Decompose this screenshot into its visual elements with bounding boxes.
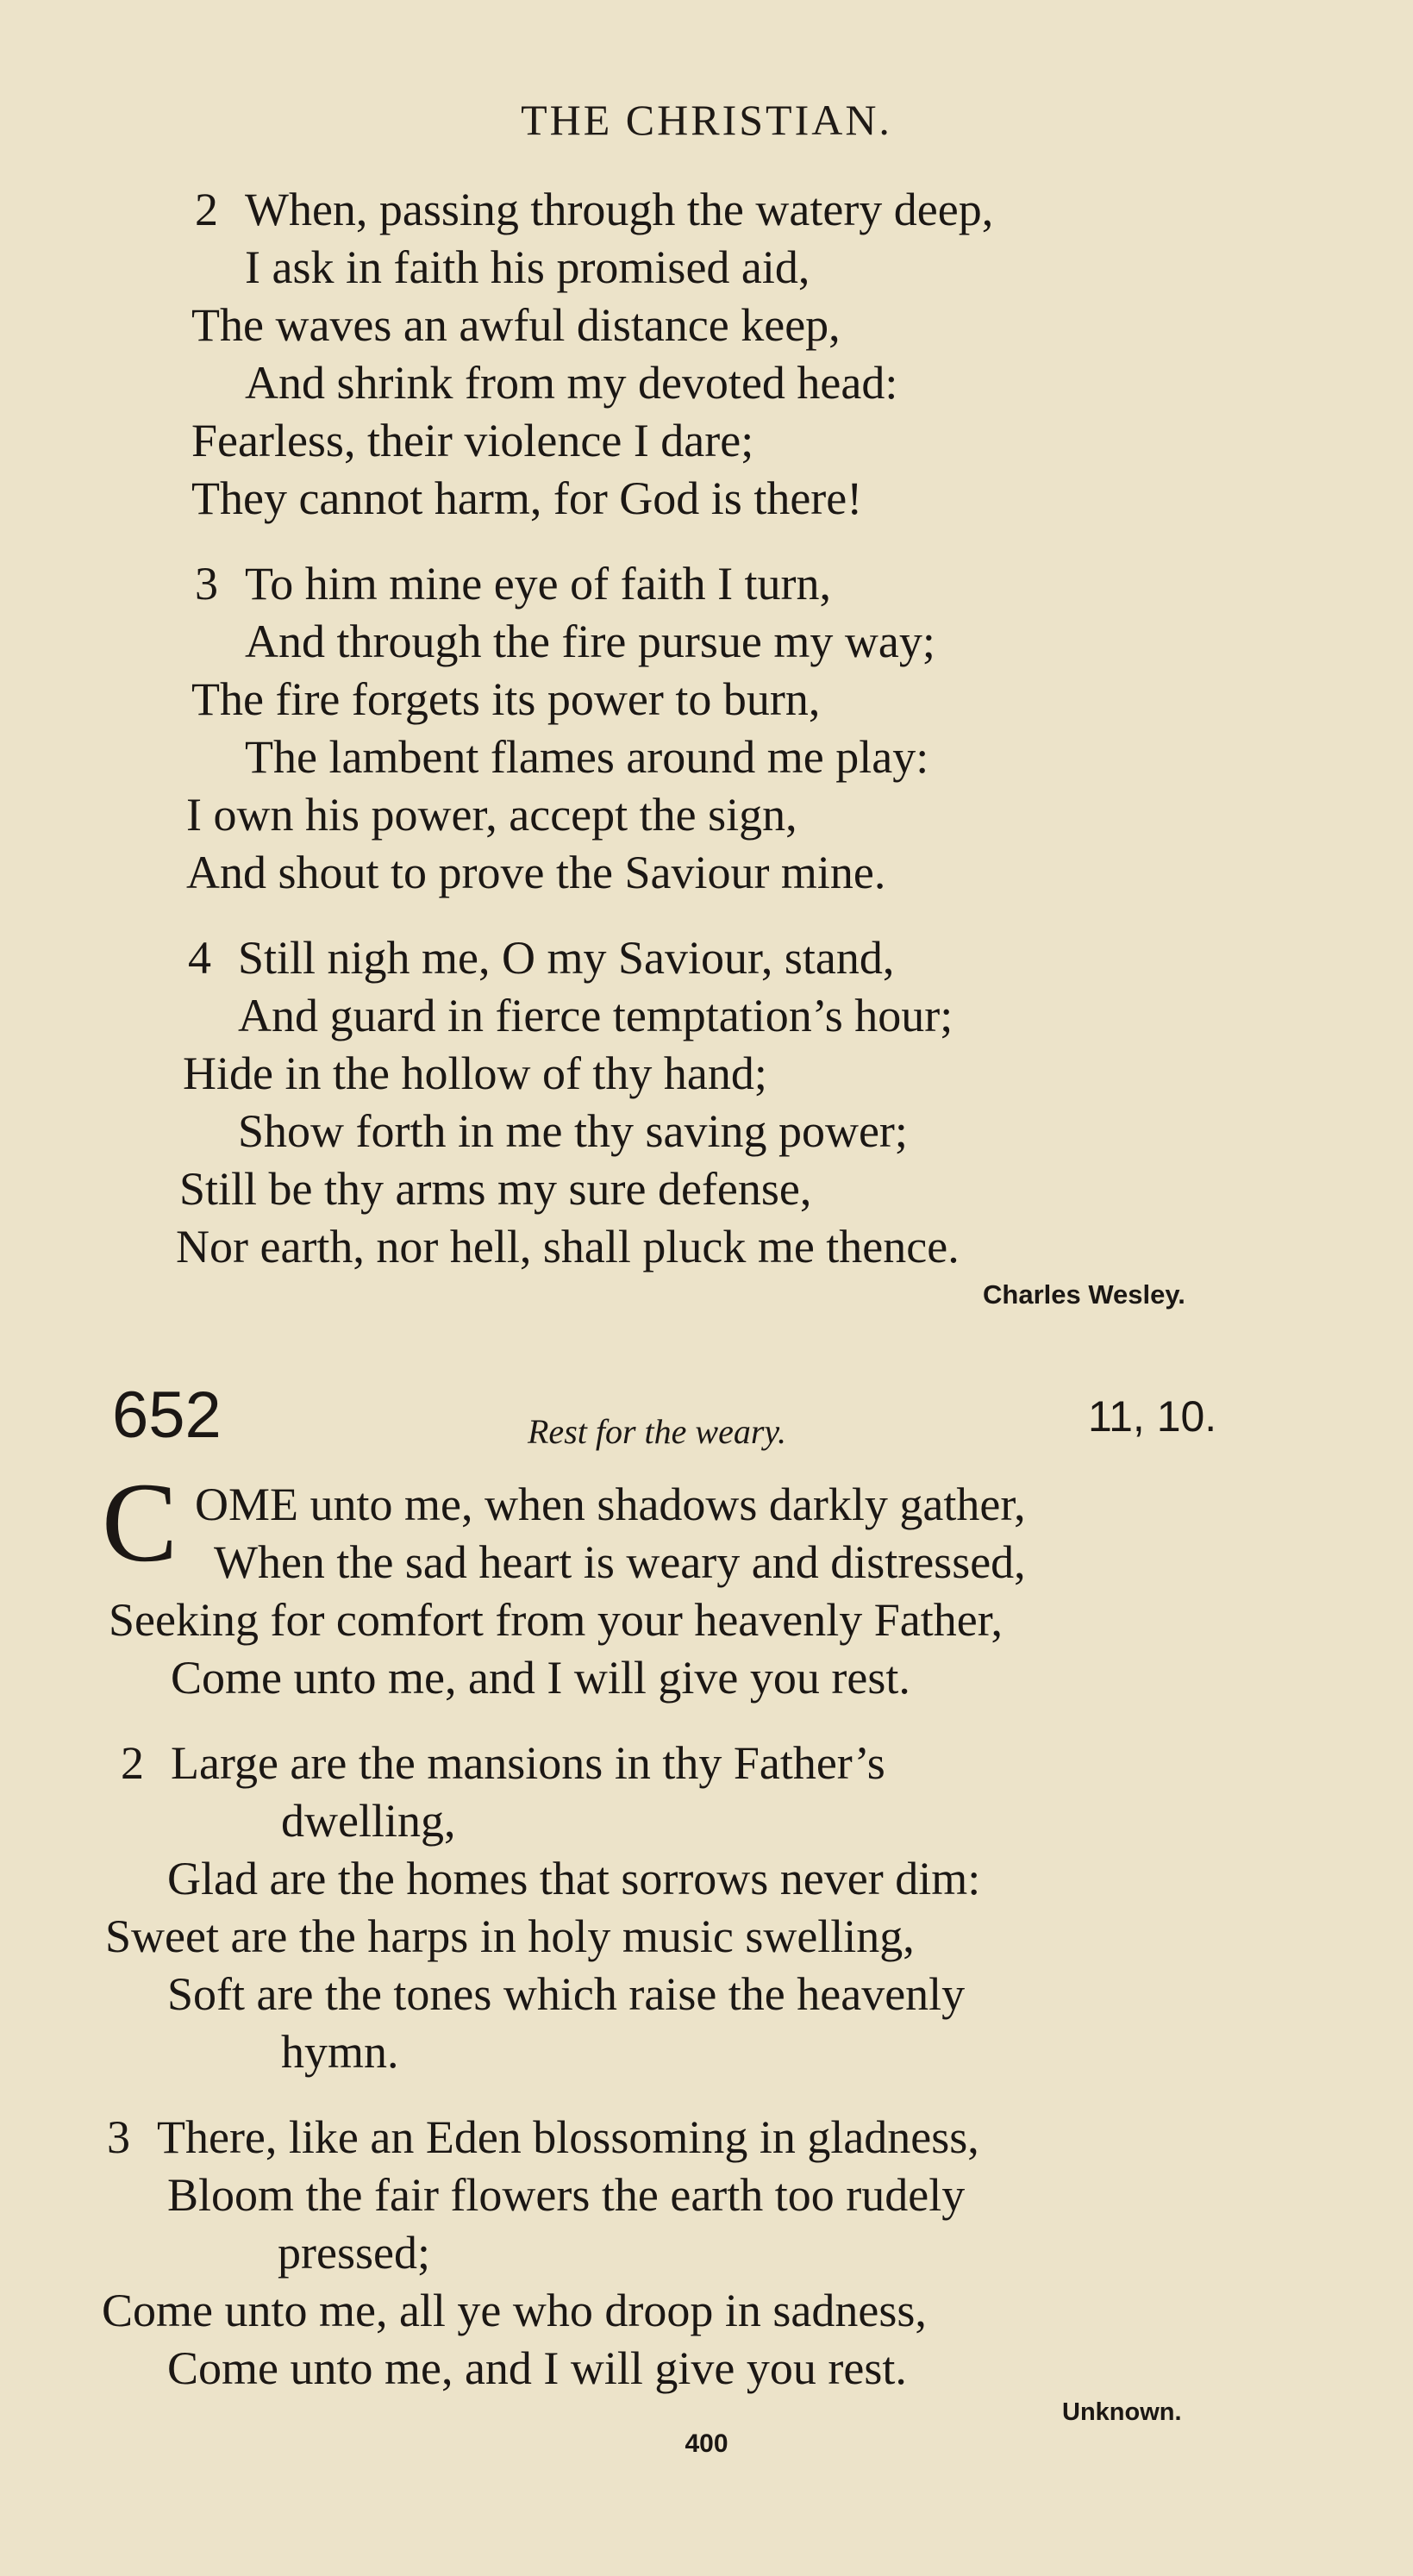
stanza-line: I own his power, accept the sign, bbox=[186, 789, 797, 841]
stanza-number: 3 bbox=[195, 558, 218, 610]
stanza-line: 4 Still nigh me, O my Saviour, stand, bbox=[188, 932, 895, 984]
stanza-line: 2 When, passing through the watery deep, bbox=[195, 184, 994, 235]
stanza-line: 2 Large are the mansions in thy Father’s bbox=[121, 1737, 885, 1789]
stanza-number: 3 bbox=[107, 2111, 130, 2163]
stanza-line: OME unto me, when shadows darkly gather, bbox=[195, 1479, 1026, 1530]
stanza-line: And shout to prove the Saviour mine. bbox=[186, 847, 886, 898]
stanza-line: 3 There, like an Eden blossoming in gladness, bbox=[107, 2111, 979, 2163]
hymn-title: Rest for the weary. bbox=[528, 1412, 786, 1451]
stanza-line: Hide in the hollow of thy hand; bbox=[183, 1047, 767, 1099]
stanza-line: pressed; bbox=[278, 2227, 430, 2279]
stanza-line: Nor earth, nor hell, shall pluck me thence. bbox=[176, 1221, 960, 1272]
hymn-number: 652 bbox=[112, 1379, 222, 1452]
stanza-line: And shrink from my devoted head: bbox=[245, 357, 898, 409]
stanza-line: Come unto me, and I will give you rest. bbox=[171, 1652, 910, 1704]
stanza-line: Still be thy arms my sure defense, bbox=[179, 1163, 812, 1215]
stanza-line: I ask in faith his promised aid, bbox=[245, 241, 810, 293]
stanza-line: dwelling, bbox=[281, 1795, 456, 1847]
stanza-line: The lambent flames around me play: bbox=[245, 731, 929, 783]
stanza-line: The waves an awful distance keep, bbox=[191, 299, 841, 351]
stanza-line: 3 To him mine eye of faith I turn, bbox=[195, 558, 832, 610]
stanza-line: And through the fire pursue my way; bbox=[245, 616, 935, 667]
stanza-line: Come unto me, all ye who droop in sadness, bbox=[102, 2285, 927, 2336]
stanza-line: Glad are the homes that sorrows never dim: bbox=[167, 1853, 981, 1904]
stanza-line: Sweet are the harps in holy music swelling, bbox=[105, 1910, 915, 1962]
stanza-number: 2 bbox=[121, 1737, 144, 1789]
page-number: 400 bbox=[685, 2429, 728, 2458]
author-attribution: Unknown. bbox=[1062, 2398, 1182, 2426]
stanza-number: 4 bbox=[188, 932, 211, 984]
stanza-line: The fire forgets its power to burn, bbox=[191, 673, 821, 725]
running-head: THE CHRISTIAN. bbox=[521, 96, 892, 144]
stanza-line: They cannot harm, for God is there! bbox=[191, 472, 863, 524]
stanza-number: 2 bbox=[195, 184, 218, 235]
stanza-line: Bloom the fair flowers the earth too rudely bbox=[167, 2169, 966, 2221]
stanza-line: Seeking for comfort from your heavenly Father, bbox=[109, 1594, 1003, 1646]
stanza-line: When the sad heart is weary and distressed, bbox=[214, 1536, 1026, 1588]
stanza-line: Fearless, their violence I dare; bbox=[191, 415, 754, 466]
hymn-meter: 11, 10. bbox=[1088, 1392, 1217, 1441]
stanza-line: Show forth in me thy saving power; bbox=[238, 1105, 908, 1157]
stanza-line: hymn. bbox=[281, 2026, 399, 2078]
stanza-line: Come unto me, and I will give you rest. bbox=[167, 2342, 907, 2394]
drop-cap: C bbox=[102, 1459, 178, 1585]
stanza-line: And guard in fierce temptation’s hour; bbox=[238, 990, 953, 1041]
stanza-line: Soft are the tones which raise the heavenly bbox=[167, 1968, 966, 2020]
author-attribution: Charles Wesley. bbox=[983, 1279, 1185, 1310]
